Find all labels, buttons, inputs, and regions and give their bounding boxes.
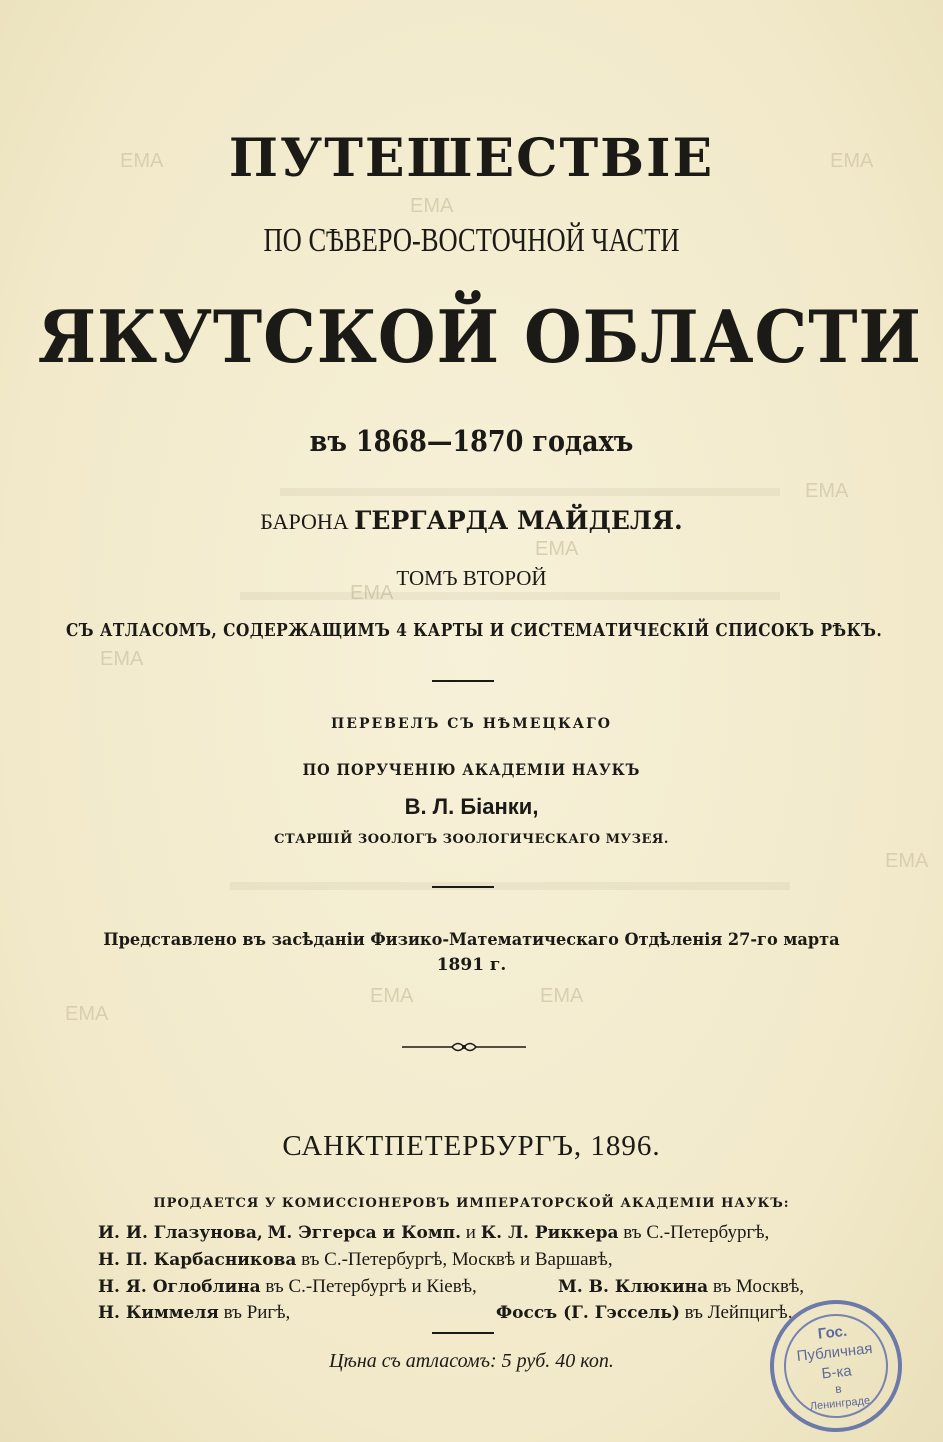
volume-line: ТОМЪ ВТОРОЙ xyxy=(396,566,547,590)
book-title: ПУТЕШЕСТВІЕ xyxy=(228,128,715,189)
distributor-row xyxy=(98,1222,769,1244)
watermark: EMA xyxy=(370,985,414,1007)
watermark: EMA xyxy=(830,150,874,172)
distributor-row xyxy=(98,1302,793,1324)
commission-line: ПО ПОРУЧЕНІЮ АКАДЕМІИ НАУКЪ xyxy=(302,760,641,779)
stamp-text: Публичная xyxy=(795,1340,874,1366)
stamp-text: Гос. xyxy=(817,1322,848,1343)
distributor-name: Н. Я. Оглоблина xyxy=(98,1277,261,1297)
watermark: EMA xyxy=(885,850,929,872)
watermark: EMA xyxy=(120,150,164,172)
stamp-text: Б-ка xyxy=(820,1362,853,1383)
distributor-name: Н. Киммеля xyxy=(98,1303,219,1323)
distributor-location: въ С.-Петербургѣ и Кіевѣ, xyxy=(265,1276,477,1297)
stamp-text: Ленинграде xyxy=(809,1394,871,1413)
divider-rule xyxy=(432,1332,494,1334)
region-title: ЯКУТСКОЙ ОБЛАСТИ xyxy=(37,294,922,379)
divider-rule xyxy=(432,680,494,682)
divider-rule xyxy=(432,886,494,888)
watermark: EMA xyxy=(535,538,579,560)
distributor-name: М. В. Клюкина xyxy=(558,1277,709,1297)
watermark: EMA xyxy=(540,985,584,1007)
distributor-name: К. Л. Риккера xyxy=(480,1223,619,1243)
distributor-location: въ Москвѣ, xyxy=(712,1276,805,1297)
presented-line-1: Представлено въ засѣданіи Физико-Математическаго Отдѣленія 27-го марта xyxy=(103,930,840,950)
distributor-name: Фоссъ (Г. Гэссель) xyxy=(496,1303,680,1323)
distributor-location: въ С.-Петербургѣ, Москвѣ и Варшавѣ, xyxy=(301,1249,613,1270)
author-prefix: БАРОНА xyxy=(260,509,349,534)
translator-title: СТАРШІЙ ЗООЛОГЪ ЗООЛОГИЧЕСКАГО МУЗЕЯ. xyxy=(274,832,669,847)
distributor-right xyxy=(558,1276,804,1298)
watermark: EMA xyxy=(350,582,394,604)
distributor-right xyxy=(496,1302,792,1324)
distributor-name: Н. П. Карбасникова xyxy=(98,1250,297,1270)
watermark: EMA xyxy=(410,195,454,217)
distributor-name: И. И. Глазунова, xyxy=(98,1223,263,1243)
distributor-row xyxy=(98,1249,613,1271)
author-line xyxy=(0,506,943,535)
watermark: EMA xyxy=(100,648,144,670)
price-line: Цѣна съ атласомъ: 5 руб. 40 коп. xyxy=(329,1350,614,1372)
distributor-row xyxy=(98,1276,805,1298)
presented-line-2: 1891 г. xyxy=(436,955,507,975)
watermark: EMA xyxy=(805,480,849,502)
bleed-through xyxy=(280,488,780,496)
distributor-location: въ Лейпцигѣ. xyxy=(684,1302,793,1323)
ornament-divider xyxy=(402,1038,526,1056)
years-line: въ 1868—1870 годахъ xyxy=(309,424,634,458)
sold-by-heading: ПРОДАЕТСЯ У КОМИССІОНЕРОВЪ ИМПЕРАТОРСКОЙ АКАДЕМІИ НАУКЪ: xyxy=(153,1196,790,1211)
translated-line: ПЕРЕВЕЛЪ СЪ НѢМЕЦКАГО xyxy=(331,716,612,732)
translator-name: В. Л. Біанки, xyxy=(404,794,539,819)
city-year: САНКТПЕТЕРБУРГЪ, 1896. xyxy=(282,1130,661,1162)
bleed-through xyxy=(240,592,780,600)
conjunction: и xyxy=(465,1222,476,1243)
atlas-note: СЪ АТЛАСОМЪ, СОДЕРЖАЩИМЪ 4 КАРТЫ И СИСТЕМАТИЧЕСКІЙ СПИСОКЪ РѢКЪ. xyxy=(66,620,883,641)
author-name: ГЕРГАРДА МАЙДЕЛЯ. xyxy=(354,506,683,535)
distributor-name: М. Эггерса и Комп. xyxy=(267,1223,462,1243)
watermark: EMA xyxy=(65,1003,109,1025)
distributor-location: въ С.-Петербургѣ, xyxy=(623,1222,770,1243)
distributor-location: въ Ригѣ, xyxy=(223,1302,291,1323)
book-subtitle: ПО СѢВЕРО-ВОСТОЧНОЙ ЧАСТИ xyxy=(263,222,680,259)
stamp-text: в xyxy=(834,1381,843,1397)
bleed-through xyxy=(230,882,790,890)
